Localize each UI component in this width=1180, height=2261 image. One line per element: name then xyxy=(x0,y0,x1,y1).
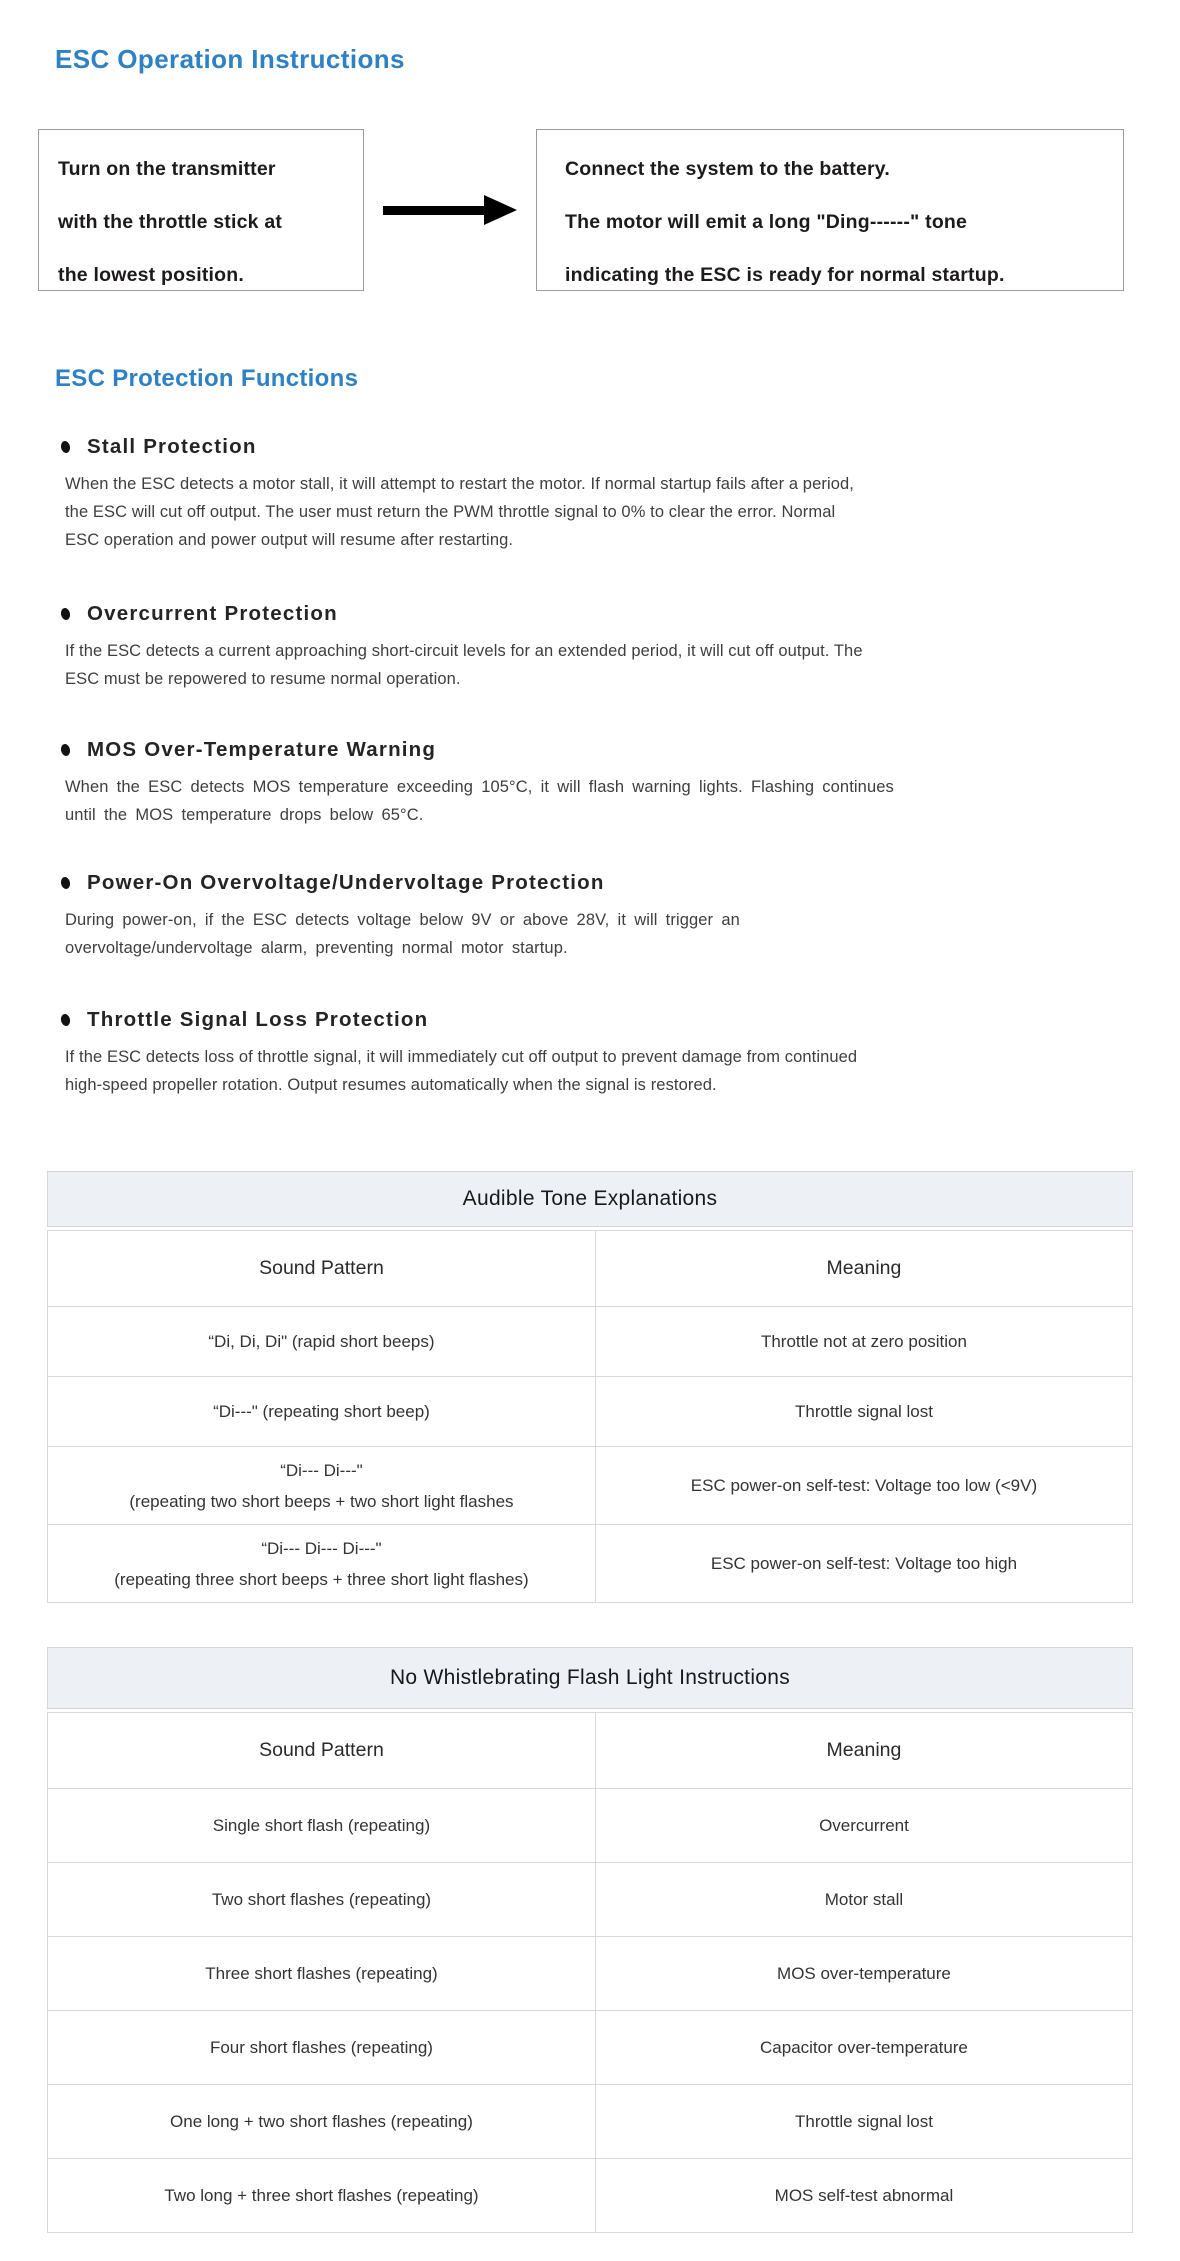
bullet-body xyxy=(65,1043,1180,1099)
page-title: ESC Operation Instructions xyxy=(55,44,405,74)
bullet-dot-icon xyxy=(60,743,71,757)
flow-step-2-line: The motor will emit a long "Ding------" tone xyxy=(565,211,968,233)
table-row xyxy=(48,1937,1133,2011)
bullet-body xyxy=(65,470,1180,554)
bullet-body xyxy=(65,906,1180,962)
pattern-cell: Four short flashes (repeating) xyxy=(48,2011,596,2085)
meaning-cell: Overcurrent xyxy=(595,1789,1132,1863)
body-line: overvoltage/undervoltage alarm, preventing normal motor startup. xyxy=(65,939,568,957)
body-line: During power-on, if the ESC detects voltage below 9V or above 28V, it will trigger an xyxy=(65,911,740,929)
meaning-cell: MOS over-temperature xyxy=(595,1937,1132,2011)
meaning-cell: Throttle not at zero position xyxy=(595,1307,1132,1377)
column-header-sound-pattern: Sound Pattern xyxy=(48,1713,596,1789)
column-header-meaning: Meaning xyxy=(595,1713,1132,1789)
bullet-title: Power-On Overvoltage/Undervoltage Protection xyxy=(87,871,605,894)
pattern-cell xyxy=(48,1525,596,1603)
meaning-cell: Motor stall xyxy=(595,1863,1132,1937)
table-row xyxy=(48,1447,1133,1525)
flow-step-2-line: indicating the ESC is ready for normal startup. xyxy=(565,264,1005,286)
body-line: ESC must be repowered to resume normal operation. xyxy=(65,670,461,688)
flow-step-2-line: Connect the system to the battery. xyxy=(565,158,890,180)
flow-step-2 xyxy=(536,129,1124,291)
pattern-line: (repeating three short beeps + three short light flashes) xyxy=(114,1569,529,1589)
column-header-meaning: Meaning xyxy=(595,1231,1132,1307)
protection-functions-heading: ESC Protection Functions xyxy=(55,365,359,392)
bullet-section-throttle-signal-loss xyxy=(0,1008,1180,1099)
body-line: high-speed propeller rotation. Output resumes automatically when the signal is restored. xyxy=(65,1076,717,1094)
flash-light-grid xyxy=(47,1712,1133,2233)
meaning-cell: Capacitor over-temperature xyxy=(595,2011,1132,2085)
meaning-cell: ESC power-on self-test: Voltage too low (<9V) xyxy=(595,1447,1132,1525)
bullet-head xyxy=(61,1008,1180,1032)
body-line: When the ESC detects a motor stall, it will attempt to restart the motor. If normal startup fails after a period, xyxy=(65,475,854,493)
flow-step-1-line: Turn on the transmitter xyxy=(58,158,276,180)
pattern-line: “Di--- Di--- Di---" xyxy=(261,1538,382,1558)
bullet-title: MOS Over-Temperature Warning xyxy=(87,738,437,761)
table-row xyxy=(48,2085,1133,2159)
table-row xyxy=(48,1307,1133,1377)
pattern-line: (repeating two short beeps + two short light flashes xyxy=(129,1491,514,1511)
flash-light-table xyxy=(47,1647,1133,2233)
table-row xyxy=(48,2159,1133,2233)
startup-flow xyxy=(38,129,1180,291)
pattern-cell: Two long + three short flashes (repeating) xyxy=(48,2159,596,2233)
column-header-sound-pattern: Sound Pattern xyxy=(48,1231,596,1307)
audible-tone-table xyxy=(47,1171,1133,1603)
meaning-cell: Throttle signal lost xyxy=(595,1377,1132,1447)
body-line: until the MOS temperature drops below 65°C. xyxy=(65,806,424,824)
bullet-head xyxy=(61,738,1180,762)
pattern-cell: “Di, Di, Di" (rapid short beeps) xyxy=(48,1307,596,1377)
bullet-title: Overcurrent Protection xyxy=(87,602,338,625)
bullet-section-mos-over-temperature xyxy=(0,738,1180,829)
table-row xyxy=(48,1525,1133,1603)
pattern-cell: Single short flash (repeating) xyxy=(48,1789,596,1863)
table-caption: No Whistlebrating Flash Light Instructions xyxy=(47,1647,1133,1709)
table-row xyxy=(48,2011,1133,2085)
bullet-head xyxy=(61,871,1180,895)
bullet-head xyxy=(61,435,1180,459)
flow-step-1-line: with the throttle stick at xyxy=(58,211,283,233)
bullet-dot-icon xyxy=(60,1013,71,1027)
column-header-row xyxy=(48,1713,1133,1789)
flow-arrow-container xyxy=(364,129,536,291)
pattern-line: “Di--- Di---" xyxy=(280,1460,363,1480)
pattern-cell: Two short flashes (repeating) xyxy=(48,1863,596,1937)
meaning-cell: ESC power-on self-test: Voltage too high xyxy=(595,1525,1132,1603)
column-header-row xyxy=(48,1231,1133,1307)
body-line: ESC operation and power output will resume after restarting. xyxy=(65,531,514,549)
bullet-section-overcurrent-protection xyxy=(0,602,1180,693)
bullet-section-overvoltage-undervoltage xyxy=(0,871,1180,962)
audible-tone-grid xyxy=(47,1230,1133,1603)
pattern-cell xyxy=(48,1447,596,1525)
bullet-title: Stall Protection xyxy=(87,435,257,458)
table-row xyxy=(48,1863,1133,1937)
pattern-cell: One long + two short flashes (repeating) xyxy=(48,2085,596,2159)
bullet-head xyxy=(61,602,1180,626)
right-arrow-icon xyxy=(383,195,517,225)
bullet-body xyxy=(65,773,1180,829)
table-row xyxy=(48,1789,1133,1863)
bullet-dot-icon xyxy=(60,607,71,621)
bullet-section-stall-protection xyxy=(0,435,1180,554)
meaning-cell: Throttle signal lost xyxy=(595,2085,1132,2159)
table-caption: Audible Tone Explanations xyxy=(47,1171,1133,1227)
pattern-cell: Three short flashes (repeating) xyxy=(48,1937,596,2011)
bullet-dot-icon xyxy=(60,440,71,454)
flow-step-1 xyxy=(38,129,364,291)
flow-step-1-line: the lowest position. xyxy=(58,264,245,286)
body-line: If the ESC detects loss of throttle signal, it will immediately cut off output to prevent damage from continued xyxy=(65,1048,858,1066)
arrow-head xyxy=(484,195,517,225)
bullet-title: Throttle Signal Loss Protection xyxy=(87,1008,429,1031)
bullet-body xyxy=(65,637,1180,693)
meaning-cell: MOS self-test abnormal xyxy=(595,2159,1132,2233)
table-row xyxy=(48,1377,1133,1447)
pattern-cell: “Di---" (repeating short beep) xyxy=(48,1377,596,1447)
body-line: If the ESC detects a current approaching short-circuit levels for an extended period, it will cut off output. The xyxy=(65,642,863,660)
body-line: the ESC will cut off output. The user must return the PWM throttle signal to 0% to clear the error. Normal xyxy=(65,503,836,521)
body-line: When the ESC detects MOS temperature exceeding 105°C, it will flash warning lights. Flashing continues xyxy=(65,778,894,796)
arrow-shaft xyxy=(383,206,487,215)
bullet-dot-icon xyxy=(60,876,71,890)
